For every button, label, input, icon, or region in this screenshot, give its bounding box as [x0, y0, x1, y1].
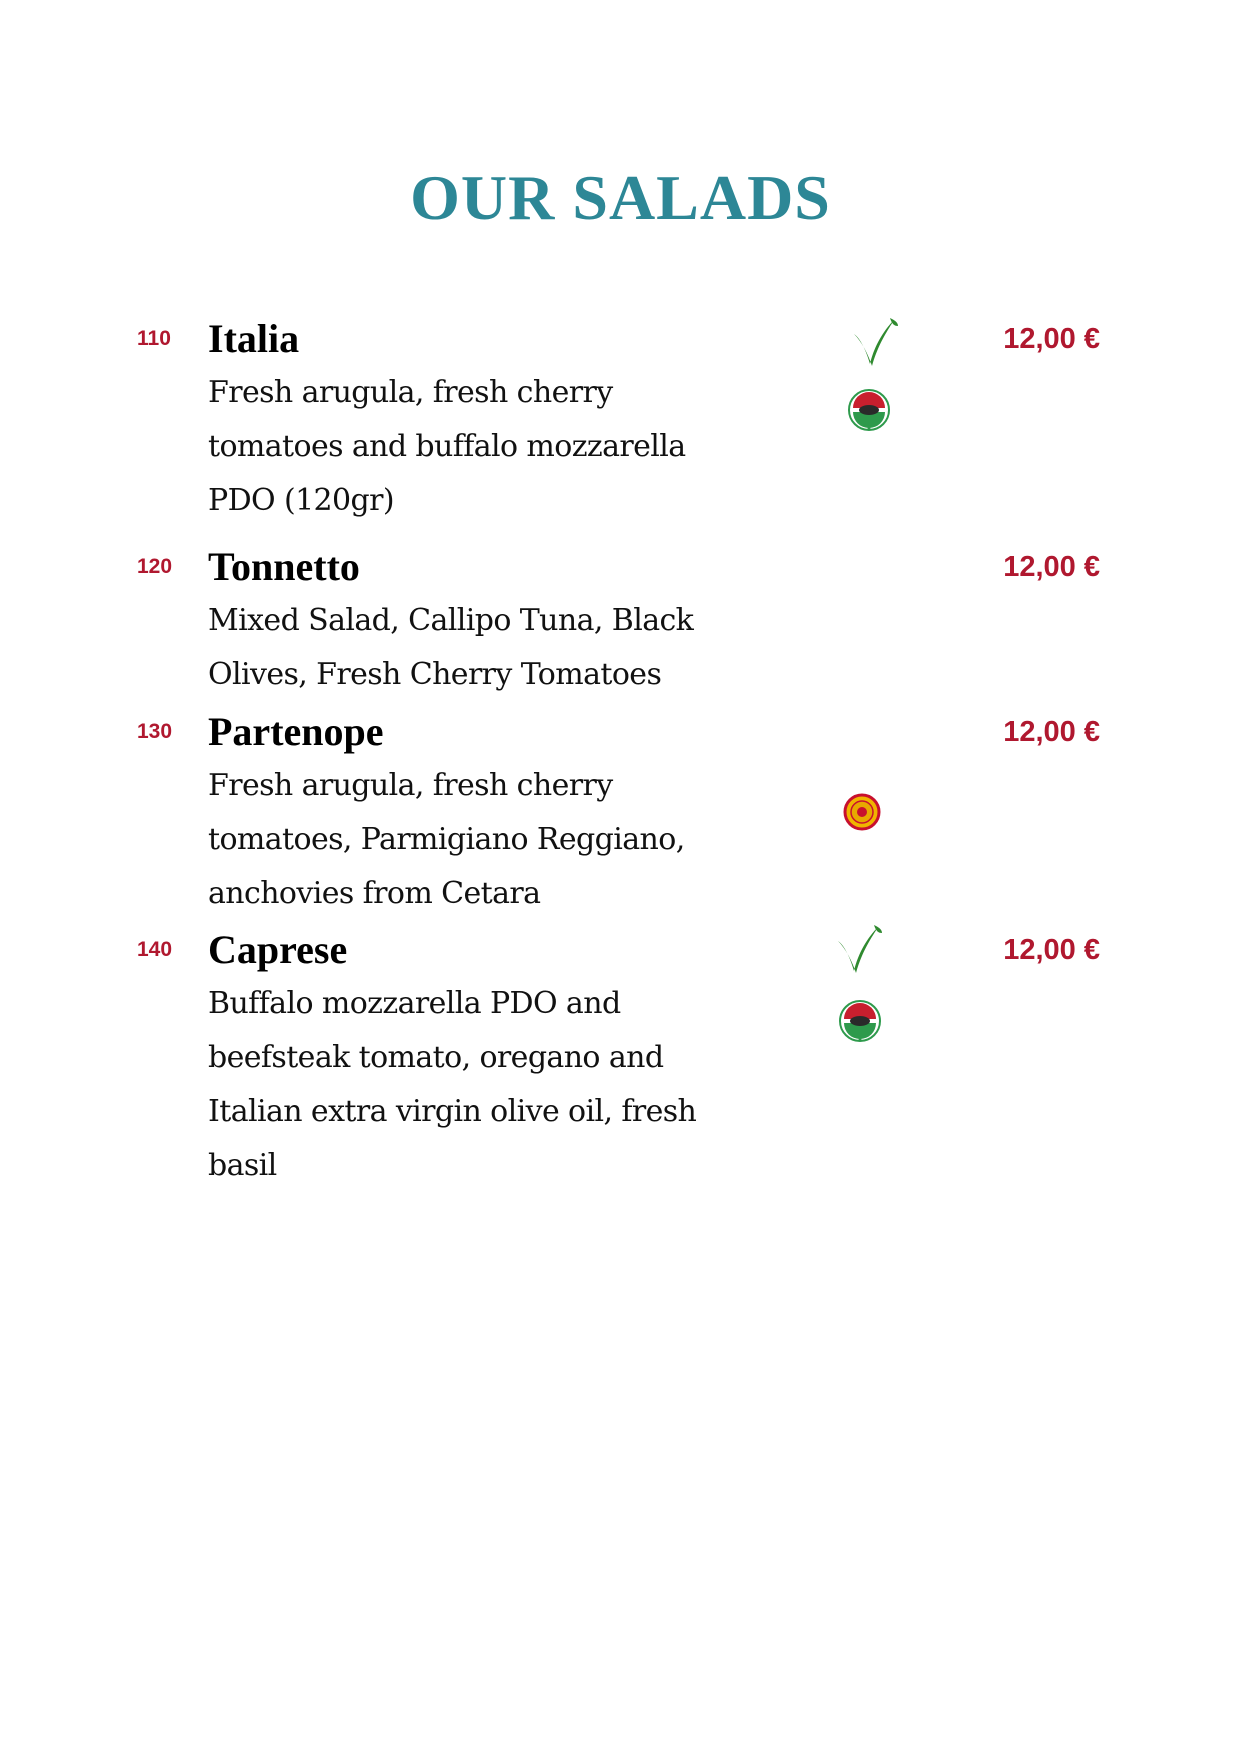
item-name: Italia [208, 316, 300, 361]
buffalo-mozzarella-pdo-seal-icon [847, 388, 891, 432]
vegetarian-check-icon [852, 316, 900, 370]
item-description: Mixed Salad, Callipo Tuna, Black Olives, Fresh Cherry Tomatoes [208, 603, 694, 692]
item-number: 140 [137, 938, 173, 961]
item-price: 12,00 € [1003, 934, 1100, 966]
item-number: 130 [137, 720, 173, 743]
item-name: Caprese [208, 927, 348, 972]
item-price: 12,00 € [1003, 716, 1100, 748]
dop-seal-icon [843, 793, 881, 831]
vegetarian-check-icon [836, 923, 884, 977]
menu-title: OUR SALADS [410, 162, 831, 233]
item-number: 120 [137, 555, 173, 578]
item-description: Buffalo mozzarella PDO and beefsteak tomato, oregano and Italian extra virgin olive oil, fresh basil [208, 986, 697, 1183]
item-description: Fresh arugula, fresh cherry tomatoes, Parmigiano Reggiano, anchovies from Cetara [208, 768, 685, 911]
item-description: Fresh arugula, fresh cherry tomatoes and buffalo mozzarella PDO (120gr) [208, 375, 686, 518]
item-number: 110 [137, 327, 171, 350]
item-price: 12,00 € [1003, 551, 1100, 583]
item-name: Partenope [208, 709, 384, 754]
item-name: Tonnetto [208, 544, 360, 589]
item-price: 12,00 € [1003, 323, 1100, 355]
buffalo-mozzarella-pdo-seal-icon [838, 999, 882, 1043]
